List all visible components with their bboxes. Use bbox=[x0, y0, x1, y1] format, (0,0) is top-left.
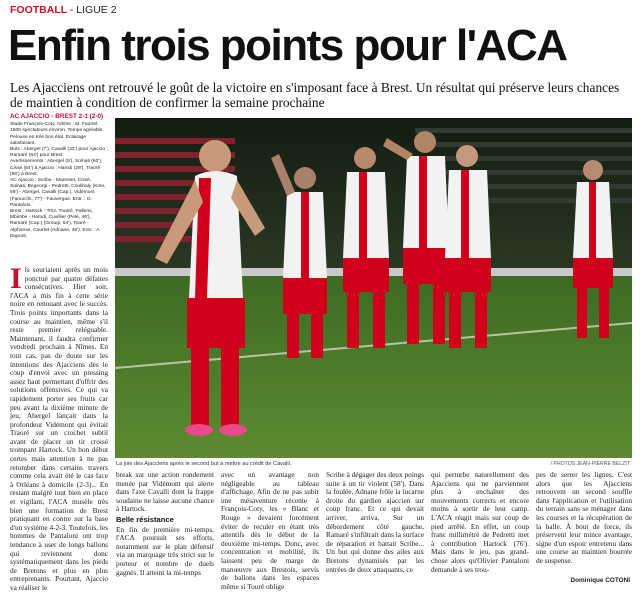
article-text: pes de serrer les lignes. C'est alors que les Ajacciens retrouvent un second souffle dans l'application et l'utilisation du terrain sans se ménager dans les courses et la récupération de la balle. À bout de force, ils préservent leur mince avantage, signe d'un espoir entretenu dans une course au maintien bourrée de suspense. bbox=[536, 470, 632, 565]
headline: Enfin trois points pour l'ACA bbox=[8, 21, 567, 70]
section-kicker bbox=[10, 4, 117, 16]
factbox-line: Buts : Abergel (7'), Cavalli (32') pour Ajaccio ; Ramaré (64') pour Brest. bbox=[10, 147, 108, 159]
article-column-4 bbox=[326, 471, 424, 584]
factbox-line: Brest : Hartock - Tritz, Traoré, Pallemi, Mbimbe - Hamdi, Cuvillier (Pelé, 46'), Ramaré (Cap.) (Grougi, 64'), Touré - Alphonse, Courtet (Adnane, 46'). Entr. : A Dupont. bbox=[10, 209, 100, 239]
factbox-line: AC Ajaccio : Scribe - Marester, Cissé, Sainati, Begeorgi - Pedretti, Coulibaly (Kine, 59') - Abergel, Cavalli (Cap.), Vidémont (Fanucchi, 77') - Fauvergue. Entr. : O. Pantaloni. bbox=[10, 178, 106, 208]
article-column-1 bbox=[10, 262, 108, 592]
article-column-5 bbox=[431, 471, 529, 584]
article-column-6 bbox=[536, 471, 632, 584]
photo-caption: La joie des Ajacciens après le second but à mettre au crédit de Cavalli. bbox=[116, 461, 292, 467]
match-photo bbox=[115, 118, 632, 458]
article-text: ls souriaient après un mois ponctué par quatre défaites consécutives. Hier soir, l'ACA a mis fin à cette série noire en renouant avec le succès. Trois points importants dans la course au maintien, même s'il reste premier reléguable. Maintenant, il faudra confirmer vendredi prochain à Nîmes. En tout cas, pas de doute sur les intentions des Ajacciens dès le coup d'envoi avec un pressing assez haut permettant d'offrir des solutions offensives. Ce qui va rapidement porter ses fruits car peu avant la dixième minute de jeu, Abergel lançait dans la profondeur Vidémont qui évitait Traoré sur un crochet subtil avant de placer un tir croisé trompant Hartock. Un bon début certes mais attention à ne pas retomber dans certains travers comme cela avait été le cas face à Orléans à domicile (2-3)... En restant malgré tout bien en place et vigilant, l'ACA musèle très bien une formation de Brest pratiquant en contre sur la base d'un système 4-2-3. Toutefois, les hommes de Pantaloni ont trop tendance à user de longs ballons qui reviennent donc systématiquement dans les pieds de Bretons et plus en plus entreprenants. Pourtant, Ajaccio va réaliser le bbox=[10, 265, 108, 592]
factbox-line: Stade François-Coty. Arbitre : M. Fautrel. 1500 spectateurs environ. Temps agréable. Pelouse en très bon état. Éclairage satisfaisant. bbox=[10, 122, 104, 146]
photo-credit: / PHOTOS JEAN-PIERRE BELZIT bbox=[550, 461, 630, 467]
article-text: En fin de première mi-temps, l'ACA poursuit ses efforts, notamment sur le plan défensif via un marquage très strict sur le porteur et nombre de duels gagnés. Il atteint la mi-temps bbox=[116, 524, 214, 577]
subsection-label: - LIGUE 2 bbox=[69, 4, 117, 16]
match-score: AC AJACCIO - BREST 2-1 (2-0) bbox=[10, 113, 104, 120]
article-text: avec un avantage non négligeable au tableau d'affichage. Afin de ne pas subir une mésaventure récente à François-Coty, les « Blanc et Rouge » devaient forcément éviter de reculer en étant très attentifs dès le début de la deuxième mi-temps. Donc, avec concentration et mobilité, ils laissent peu de marge de manœuvre aux Brestois, servis de ballons dans les espaces même si Touré oblige bbox=[221, 470, 319, 591]
byline: Dominique COTONI bbox=[570, 577, 630, 584]
article-text: qui perturbe naturellement des Ajacciens qui ne parviennent plus à enchaîner des mouvements corrects et encore moins à sortir de leur camp. L'ACA réagit mais sur coup de pied arrêté. En effet, un coup franc millimétré de Pedretti met à contribution Hartock (76'). Mais dans le jeu, pas grand-chose alors qu'Olivier Pantaloni demande à ses trou- bbox=[431, 470, 529, 574]
article-column-3 bbox=[221, 470, 319, 591]
article-text: Scribe à dégager des deux poings suite à un tir violent (58'). Dans la foulée, Adnane frôle la lucarne droite du gardien ajaccien sur coup franc. Et ce qui devait arriver, arriva. Sur un débordement côté gauche, Ramaré s'infiltrait dans la surface de réparation et battait Scribe... Un but qui donne des ailes aux Bretons dynamisés par les entrées de deux attaquants, ce bbox=[326, 470, 424, 574]
celebration-illustration bbox=[115, 118, 632, 458]
drop-cap: I bbox=[10, 262, 22, 295]
section-label: FOOTBALL bbox=[10, 4, 67, 16]
article-column-2 bbox=[116, 471, 214, 584]
article-text: break sur une action rondement menée par Vidémont qui alerte dans l'axe Cavalli dont la frappe soudaine ne laisse aucune chance à Hartock. bbox=[116, 470, 214, 514]
factbox-line: Avertissements : Abergel (5'), Solnati (60'), Cissé (64') à Ajaccio ; Hamdi (29'), Traoré (86') à Brest. bbox=[10, 159, 103, 177]
article-subhead: Belle résistance bbox=[116, 514, 174, 524]
lead-paragraph: Les Ajacciens ont retrouvé le goût de la victoire en s'imposant face à Brest. Un résultat qui préserve leurs chances de maintien à condition de confirmer la semaine prochaine bbox=[10, 80, 620, 110]
match-factbox bbox=[10, 114, 108, 260]
